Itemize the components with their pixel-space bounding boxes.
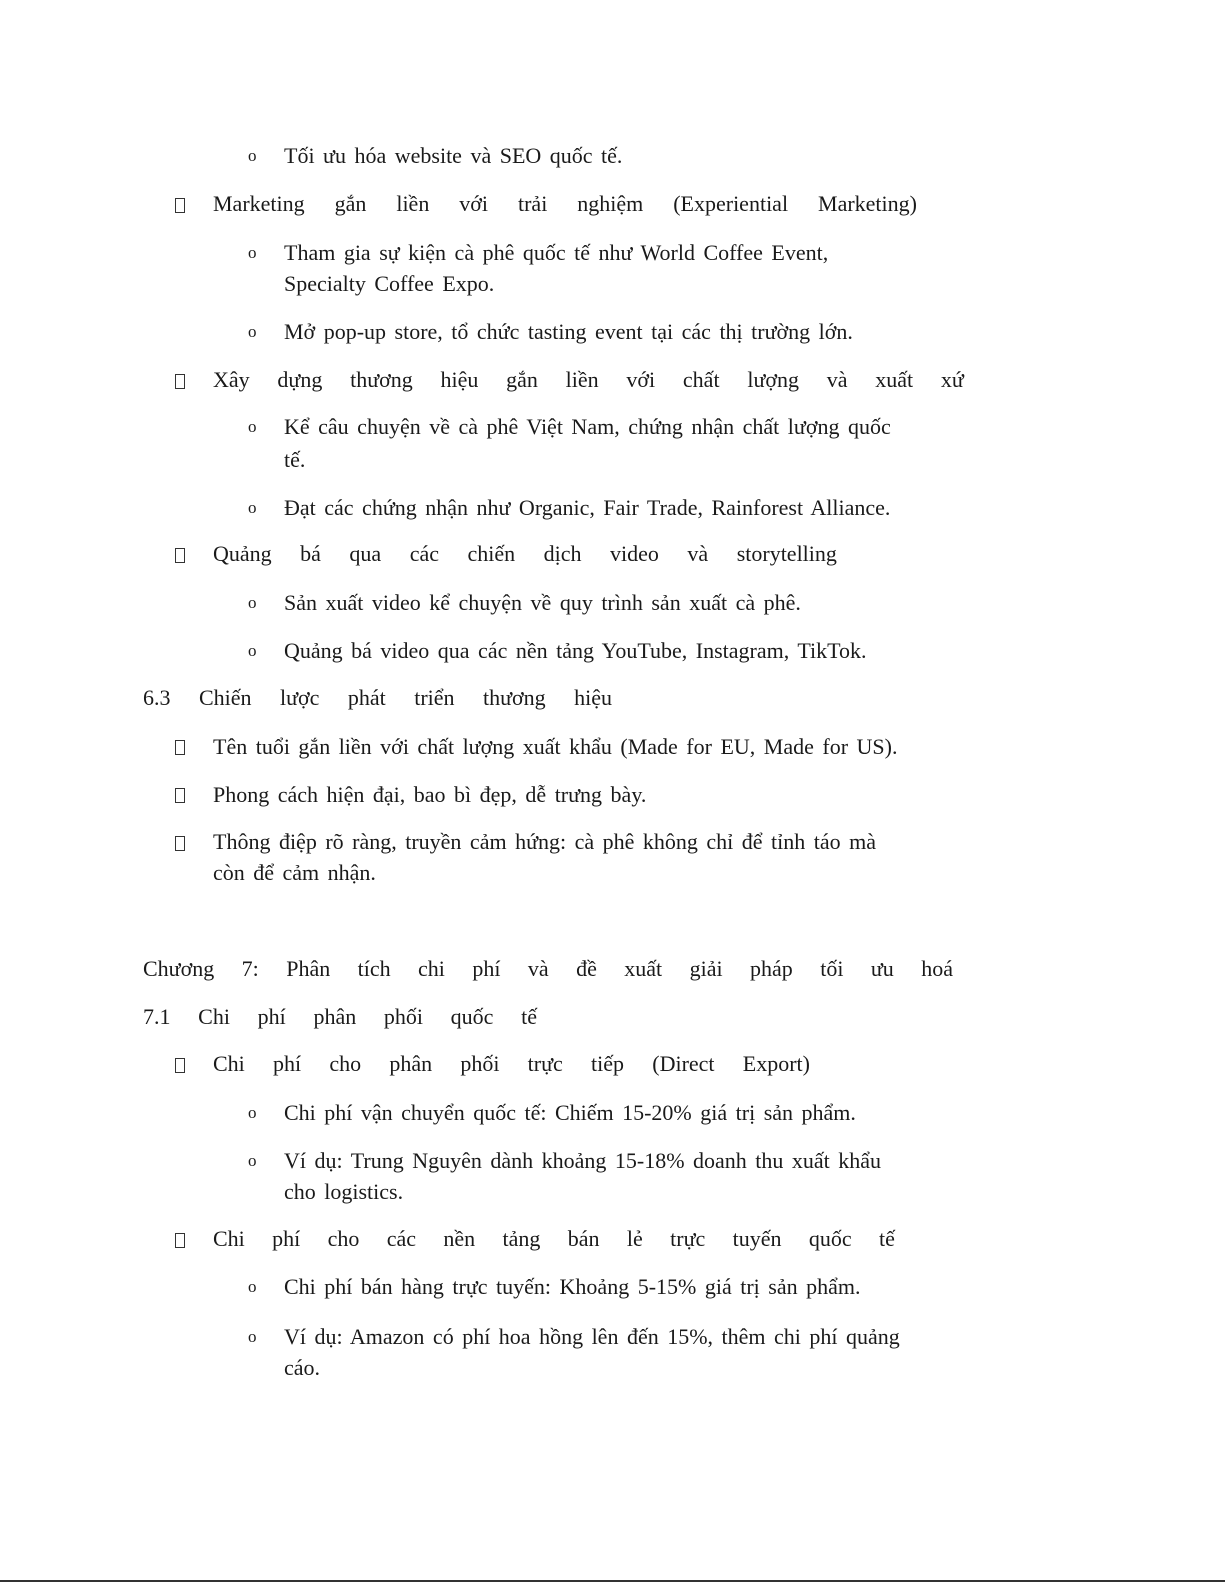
- word: quốc: [808, 1226, 852, 1251]
- word: gắn: [334, 191, 367, 216]
- bullet-icon: [175, 374, 185, 389]
- text-line: cáo.: [284, 1355, 321, 1380]
- word: gắn: [506, 367, 538, 392]
- sub-bullet-icon: o: [248, 593, 257, 612]
- word: tế: [521, 1004, 537, 1029]
- bullet-heading: [213, 364, 964, 396]
- sub-bullet-icon: o: [248, 641, 257, 660]
- bullet-heading: [213, 1223, 895, 1255]
- word: ưu: [870, 956, 894, 981]
- word: trải: [517, 191, 548, 216]
- text-line: Tham gia sự kiện cà phê quốc tế như World Coffee Event,: [284, 240, 829, 265]
- word: quốc: [450, 1004, 494, 1029]
- text-line: Sản xuất video kể chuyện về quy trình sản xuất cà phê.: [284, 590, 801, 615]
- word: Phân: [286, 956, 331, 981]
- word: video: [610, 541, 659, 566]
- word: nghiệm: [577, 191, 644, 216]
- word: cho: [329, 1051, 362, 1076]
- word: với: [626, 367, 656, 392]
- word: xứ: [940, 367, 964, 392]
- word: Quảng: [213, 541, 272, 566]
- word: tích: [357, 956, 391, 981]
- word: chi: [418, 956, 445, 981]
- text-line: Phong cách hiện đại, bao bì đẹp, dễ trưng bày.: [213, 782, 647, 807]
- word: cho: [327, 1226, 360, 1251]
- text-line: Ví dụ: Trung Nguyên dành khoảng 15-18% doanh thu xuất khẩu: [284, 1148, 882, 1173]
- sub-bullet-icon: o: [248, 498, 257, 517]
- word: các: [386, 1226, 417, 1251]
- bullet-icon: [175, 1233, 185, 1248]
- word: phân: [313, 1004, 357, 1029]
- word: hoá: [921, 956, 953, 981]
- word: và: [687, 541, 709, 566]
- word: pháp: [750, 956, 793, 981]
- word: Marketing): [818, 191, 917, 216]
- sub-bullet-icon: o: [248, 146, 257, 165]
- word: với: [459, 191, 489, 216]
- text-line: Đạt các chứng nhận như Organic, Fair Trade, Rainforest Alliance.: [284, 495, 891, 520]
- bullet-icon: [175, 1058, 185, 1073]
- text-line: Tên tuổi gắn liền với chất lượng xuất khẩu (Made for EU, Made for US).: [213, 734, 898, 759]
- word: Chi: [198, 1004, 230, 1029]
- word: dịch: [543, 541, 582, 566]
- word: storytelling: [736, 541, 837, 566]
- word: trực: [670, 1226, 706, 1251]
- text-line: Quảng bá video qua các nền tảng YouTube, Instagram, TikTok.: [284, 638, 867, 663]
- text-line: Mở pop-up store, tổ chức tasting event tại các thị trường lớn.: [284, 319, 853, 344]
- word: lẻ: [626, 1226, 643, 1251]
- word: thương: [482, 685, 546, 710]
- word: tối: [820, 956, 844, 981]
- word: thương: [350, 367, 413, 392]
- word: và: [527, 956, 549, 981]
- text-line: Specialty Coffee Expo.: [284, 271, 495, 296]
- sub-bullet-icon: o: [248, 1151, 257, 1170]
- page-bottom-rule: [0, 1580, 1225, 1582]
- word: liền: [565, 367, 599, 392]
- word: phí: [257, 1004, 286, 1029]
- word: triển: [414, 685, 455, 710]
- word: 6.3: [143, 685, 171, 710]
- sub-bullet-icon: o: [248, 417, 257, 436]
- text-line: Chi phí vận chuyển quốc tế: Chiếm 15-20% giá trị sản phẩm.: [284, 1100, 856, 1125]
- sub-bullet-icon: o: [248, 1103, 257, 1122]
- word: hiệu: [574, 685, 612, 710]
- word: và: [826, 367, 848, 392]
- word: (Direct: [652, 1051, 715, 1076]
- word: phối: [460, 1051, 500, 1076]
- word: chiến: [467, 541, 516, 566]
- word: lược: [279, 685, 320, 710]
- word: dựng: [277, 367, 323, 392]
- word: phí: [272, 1226, 301, 1251]
- word: tuyến: [732, 1226, 782, 1251]
- bullet-icon: [175, 740, 185, 755]
- word: lượng: [747, 367, 799, 392]
- word: giải: [689, 956, 723, 981]
- word: Chương: [143, 956, 215, 981]
- word: Marketing: [213, 191, 305, 216]
- word: trực: [527, 1051, 563, 1076]
- word: xuất: [624, 956, 663, 981]
- text-line: tế.: [284, 447, 306, 472]
- bullet-icon: [175, 788, 185, 803]
- sub-bullet-icon: o: [248, 322, 257, 341]
- word: bán: [567, 1226, 600, 1251]
- sub-bullet-icon: o: [248, 1277, 257, 1296]
- word: chất: [682, 367, 720, 392]
- word: phí: [472, 956, 501, 981]
- word: xuất: [875, 367, 914, 392]
- text-line: Ví dụ: Amazon có phí hoa hồng lên đến 15%, thêm chi phí quảng: [284, 1324, 900, 1349]
- bullet-heading: [213, 538, 837, 570]
- word: 7.1: [143, 1004, 171, 1029]
- section-heading: [143, 1001, 537, 1033]
- sub-bullet-icon: o: [248, 1327, 257, 1346]
- word: qua: [349, 541, 382, 566]
- word: tảng: [502, 1226, 541, 1251]
- word: các: [409, 541, 439, 566]
- text-line: Thông điệp rõ ràng, truyền cảm hứng: cà phê không chỉ để tỉnh táo mà: [213, 829, 877, 854]
- word: Xây: [213, 367, 250, 392]
- word: liền: [396, 191, 430, 216]
- word: 7:: [241, 956, 259, 981]
- text-line: Tối ưu hóa website và SEO quốc tế.: [284, 143, 623, 168]
- word: phối: [383, 1004, 423, 1029]
- section-heading: [143, 682, 612, 714]
- word: tiếp: [591, 1051, 625, 1076]
- word: tế: [879, 1226, 895, 1251]
- word: phân: [389, 1051, 433, 1076]
- text-line: còn để cảm nhận.: [213, 860, 376, 885]
- text-line: Chi phí bán hàng trực tuyến: Khoảng 5-15% giá trị sản phẩm.: [284, 1274, 861, 1299]
- chapter-heading: [143, 953, 953, 985]
- bullet-icon: [175, 836, 185, 851]
- word: phí: [273, 1051, 302, 1076]
- word: bá: [300, 541, 321, 566]
- word: (Experiential: [673, 191, 789, 216]
- word: nền: [443, 1226, 476, 1251]
- sub-bullet-icon: o: [248, 243, 257, 262]
- word: Export): [742, 1051, 810, 1076]
- word: hiệu: [440, 367, 479, 392]
- word: phát: [347, 685, 386, 710]
- word: Chiến: [198, 685, 252, 710]
- bullet-heading: [213, 188, 917, 220]
- word: Chi: [213, 1226, 245, 1251]
- text-line: Kể câu chuyện về cà phê Việt Nam, chứng nhận chất lượng quốc: [284, 414, 891, 439]
- bullet-icon: [175, 548, 185, 563]
- word: đề: [576, 956, 597, 981]
- text-line: cho logistics.: [284, 1179, 404, 1204]
- word: Chi: [213, 1051, 245, 1076]
- bullet-heading: [213, 1048, 810, 1080]
- bullet-icon: [175, 198, 185, 213]
